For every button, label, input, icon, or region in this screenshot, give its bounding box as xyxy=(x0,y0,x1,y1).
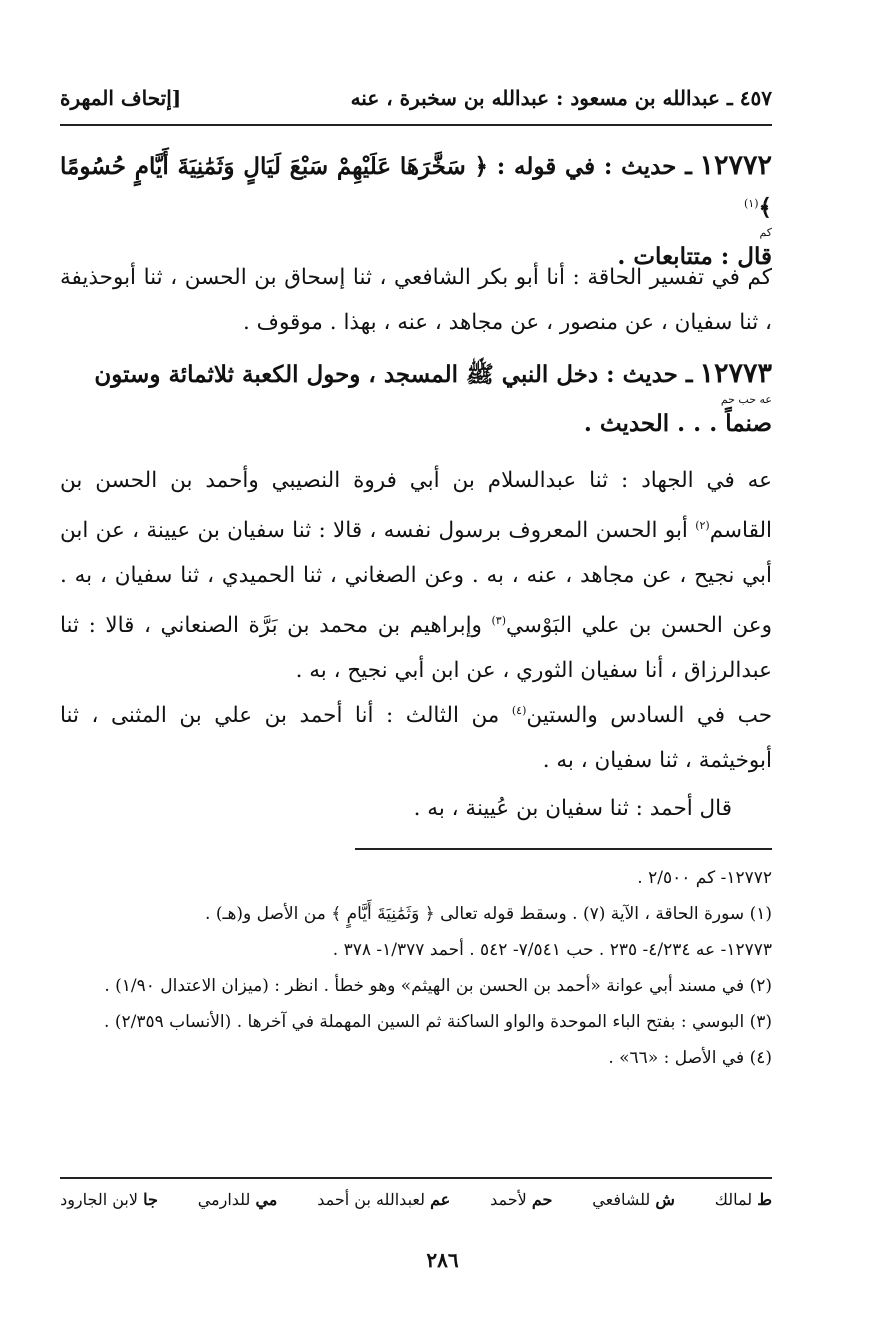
abbreviation: حم لأحمد xyxy=(490,1190,553,1209)
isnad-text: وإبراهيم بن محمد بن بَرَّة الصنعاني ، قالا : ثنا عبدالرزاق ، أنا سفيان الثوري ، عن ابن أبي نجيح ، به . xyxy=(60,613,772,684)
abbreviations-rule xyxy=(60,1177,772,1179)
abbreviation: عم لعبدالله بن أحمد xyxy=(317,1190,451,1209)
source-sigla: كم xyxy=(759,226,772,240)
footnotes xyxy=(60,860,772,1076)
footnote-ref: (٢) xyxy=(695,519,710,532)
hadith-text: قال : متتابعات . xyxy=(617,243,772,271)
footnote: ١٢٧٧٢- كم ٢/٥٠٠ . xyxy=(637,868,772,888)
footnote-ref: (١) xyxy=(744,197,759,210)
footnote: (٣) البوسي : بفتح الباء الموحدة والواو الساكنة ثم السين المهملة في آخرها . (الأنساب ٢/٣٥٩) . xyxy=(104,1012,772,1032)
footnote-ref: (٤) xyxy=(511,704,527,717)
header-chapter-title: ٤٥٧ ـ عبدالله بن مسعود : عبدالله بن سخبرة ، عنه xyxy=(350,86,772,110)
hadith-number: ١٢٧٧٣ xyxy=(699,358,772,389)
isnad-text: أبو الحسن المعروف برسول نفسه ، قالا : ثنا سفيان بن عيينة ، عن ابن أبي نجيح ، عن مجاهد ، عنه ، به . وعن الصغاني ، ثنا الحميدي ، ثنا سفيان ، به . وعن الحسن بن علي البَوْسي xyxy=(60,518,773,639)
isnad-text: حب في السادس والستين xyxy=(526,703,772,729)
running-header xyxy=(60,86,772,116)
abbreviation: مي للدارمي xyxy=(197,1190,278,1209)
isnad-text: من الثالث : أنا أحمد بن علي بن المثنى ، ثنا أبوخيثمة ، ثنا سفيان ، به . xyxy=(60,703,772,774)
hadith-number: ١٢٧٧٢ xyxy=(699,150,773,181)
abbreviation: ش للشافعي xyxy=(592,1190,675,1209)
paragraph-isnad-ahmad: قال أحمد : ثنا سفيان بن عُيينة ، به . xyxy=(413,796,732,821)
hadith-title: ـ حديث : في قوله : ﴿ سَخَّرَهَا عَلَيْهِمْ سَبْعَ لَيَالٍ وَثَمَٰنِيَةَ أَيَّامٍ حُسُومًا ﴾ xyxy=(60,153,772,222)
page-number: ٢٨٦ xyxy=(426,1248,459,1272)
footnote: (١) سورة الحاقة ، الآية (٧) . وسقط قوله تعالى ﴿ وَثَمَٰنِيَةَ أَيَّامٍ ﴾ من الأصل و(هـ) . xyxy=(205,904,772,924)
header-book-title: [إتحاف المهرة xyxy=(60,86,182,110)
source-sigla: عه حب حم xyxy=(720,393,772,406)
footnote: ١٢٧٧٣- عه ٤/٢٣٤- ٢٣٥ . حب ٧/٥٤١- ٥٤٢ . أحمد ١/٣٧٧- ٣٧٨ . xyxy=(332,940,772,960)
isnad-text: عه في الجهاد : ثنا عبدالسلام بن أبي فروة النصيبي وأحمد بن الحسن بن القاسم xyxy=(60,468,772,544)
footnote: (٢) في مسند أبي عوانة «أحمد بن الحسن بن الهيثم» وهو خطأ . انظر : (ميزان الاعتدال ١/٩٠) . xyxy=(104,976,772,996)
paragraph-isnad-hibban xyxy=(60,688,772,783)
header-rule xyxy=(60,124,772,126)
hadith-12773 xyxy=(60,356,772,442)
footnote-ref: (٣) xyxy=(491,614,507,628)
hadith-title: ـ حديث : دخل النبي ﷺ المسجد ، وحول الكعبة ثلاثمائة وستون xyxy=(94,361,693,388)
abbreviations-legend xyxy=(60,1190,772,1209)
hadith-text: صنماً . . . الحديث . xyxy=(583,410,772,437)
abbreviation: ط لمالك xyxy=(714,1190,772,1209)
footnote-rule xyxy=(355,848,772,850)
paragraph-isnad-kam: كم في تفسير الحاقة : أنا أبو بكر الشافعي ، ثنا إسحاق بن الحسن ، ثنا أبوحذيفة ، ثنا سفيان ، عن منصور ، عن مجاهد ، عنه ، بهذا . موقوف . xyxy=(60,265,772,335)
footnote: (٤) في الأصل : «٦٦» . xyxy=(608,1048,772,1068)
paragraph-isnad-awana xyxy=(60,458,772,693)
abbreviation: جا لابن الجارود xyxy=(60,1190,158,1209)
